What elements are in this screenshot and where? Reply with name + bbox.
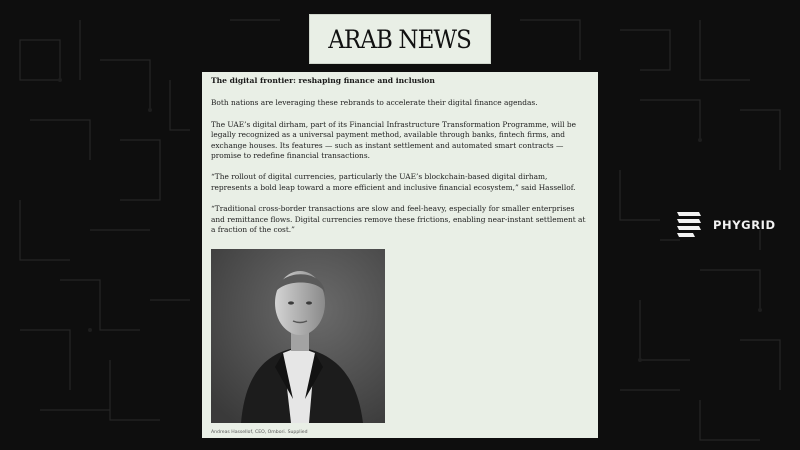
masthead <box>309 14 491 64</box>
article-paragraph: Both nations are leveraging these rebrands to accelerate their digital finance agendas. <box>211 98 538 108</box>
article-paragraph: “The rollout of digital currencies, particularly the UAE’s blockchain-based digital dirham, represents a bold leap toward a more efficient and inclusive financial ecosystem,” said Hassellof. <box>211 172 576 192</box>
phygrid-logo-icon <box>675 210 703 240</box>
article-paragraph: “Traditional cross-border transactions are slow and feel-heavy, especially for smaller enterprises and remittance flows. Digital currencies remove these frictions, enabling near-instant settlement at a fraction of the cost.” <box>211 204 586 235</box>
masthead-title: ARAB NEWS <box>328 24 472 54</box>
brand-name: PHYGRID <box>713 218 776 232</box>
article-headline: The digital frontier: reshaping finance and inclusion <box>211 76 435 85</box>
article-paragraph: The UAE’s digital dirham, part of its Financial Infrastructure Transformation Programme, will be legally recognized as a universal payment method, available through banks, fintech firms, and exchange houses. Its features — such as instant settlement and automated smart contracts — promise to redefine financial transactions. <box>211 119 577 161</box>
photo-caption: Andreas Hassellof, CEO, Ombori. Supplied <box>211 430 308 436</box>
article-card <box>202 72 598 438</box>
brand-watermark <box>675 210 776 240</box>
portrait-illustration <box>211 249 385 423</box>
portrait-photo <box>211 249 385 423</box>
